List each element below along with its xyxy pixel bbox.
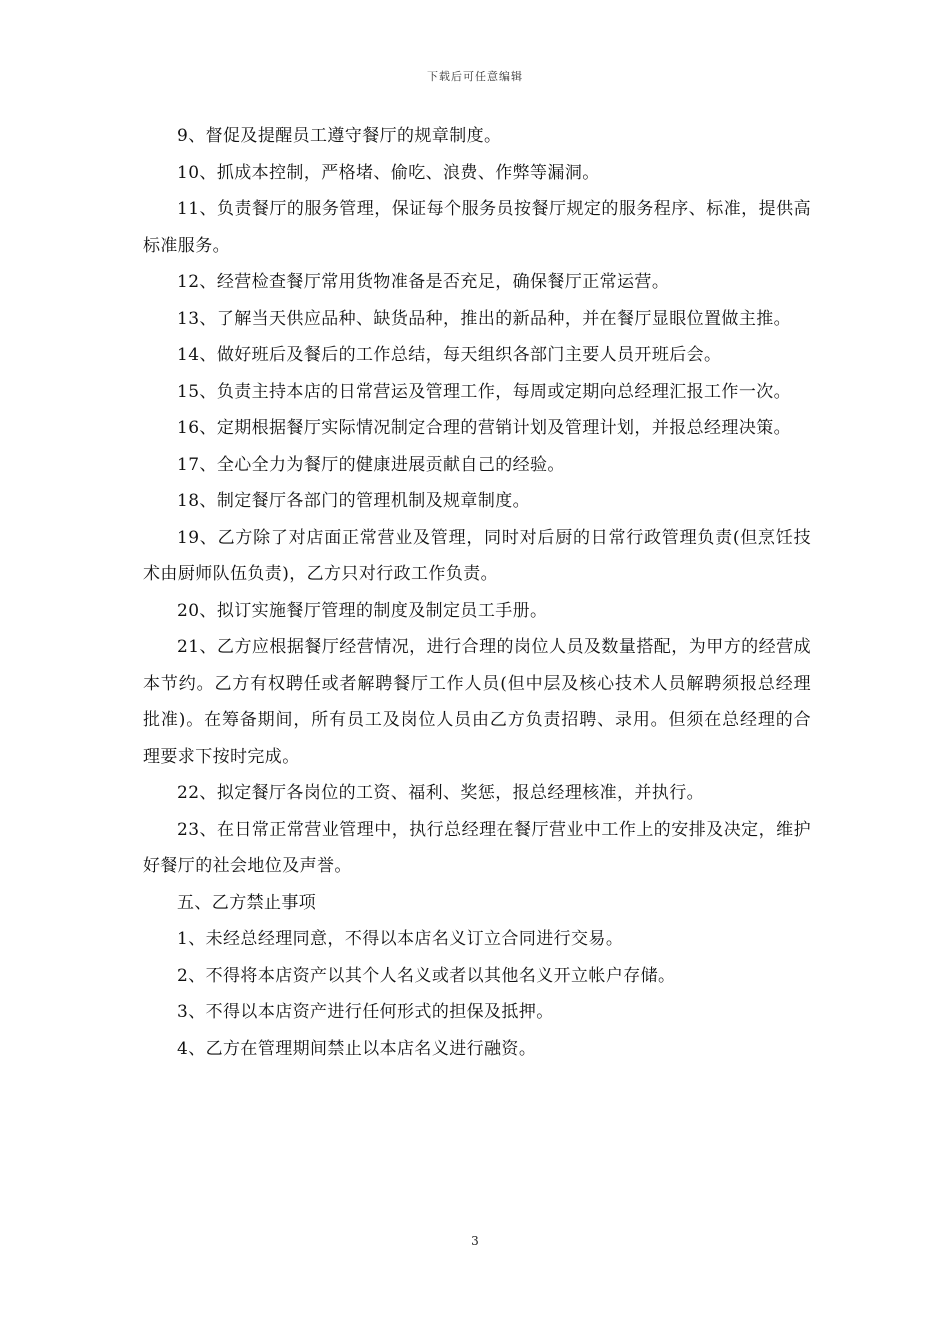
prohibition-item-3: 3、不得以本店资产进行任何形式的担保及抵押。 [177,1002,554,1022]
paragraph-12: 12、经营检查餐厅常用货物准备是否充足，确保餐厅正常运营。 [177,272,670,292]
paragraph-14: 14、做好班后及餐后的工作总结，每天组织各部门主要人员开班后会。 [177,345,722,365]
paragraph-17: 17、全心全力为餐厅的健康进展贡献自己的经验。 [177,454,565,475]
paragraph-15: 15、负责主持本店的日常营运及管理工作，每周或定期向总经理汇报工作一次。 [177,381,792,402]
paragraph-13: 13、了解当天供应品种、缺货品种，推出的新品种，并在餐厅显眼位置做主推。 [177,308,792,329]
page-header-note: 下载后可任意编辑 [427,70,523,83]
prohibition-item-4: 4、乙方在管理期间禁止以本店名义进行融资。 [177,1038,537,1059]
paragraph-11: 11、负责餐厅的服务管理，保证每个服务员按餐厅规定的服务程序、标准，提供高标准服务。 [143,199,811,256]
paragraph-23: 23、在日常正常营业管理中，执行总经理在餐厅营业中工作上的安排及决定，维护好餐厅的社会地位及声誉。 [143,819,811,876]
paragraph-19: 19、乙方除了对店面正常营业及管理，同时对后厨的日常行政管理负责(但烹饪技术由厨师队伍负责)，乙方只对行政工作负责。 [143,527,811,584]
paragraph-9: 9、督促及提醒员工遵守餐厅的规章制度。 [177,126,502,146]
document-body [143,118,811,1067]
prohibition-item-1: 1、未经总经理同意，不得以本店名义订立合同进行交易。 [177,929,624,949]
prohibition-item-2: 2、不得将本店资产以其个人名义或者以其他名义开立帐户存储。 [177,965,676,986]
paragraph-16: 16、定期根据餐厅实际情况制定合理的营销计划及管理计划，并报总经理决策。 [177,418,792,438]
paragraph-21: 21、乙方应根据餐厅经营情况，进行合理的岗位人员及数量搭配，为甲方的经营成本节约。乙方有权聘任或者解聘餐厅工作人员(但中层及核心技术人员解聘须报总经理批准)。在筹备期间，所有员工及岗位人员由乙方负责招聘、录用。但须在总经理的合理要求下按时完成。 [143,637,811,767]
section-heading-prohibitions: 五、乙方禁止事项 [177,892,317,913]
paragraph-22: 22、拟定餐厅各岗位的工资、福利、奖惩，报总经理核准，并执行。 [177,783,705,803]
paragraph-20: 20、拟订实施餐厅管理的制度及制定员工手册。 [177,600,548,621]
paragraph-10: 10、抓成本控制，严格堵、偷吃、浪费、作弊等漏洞。 [177,162,600,183]
paragraph-18: 18、制定餐厅各部门的管理机制及规章制度。 [177,491,531,511]
page-number: 3 [471,1234,479,1248]
